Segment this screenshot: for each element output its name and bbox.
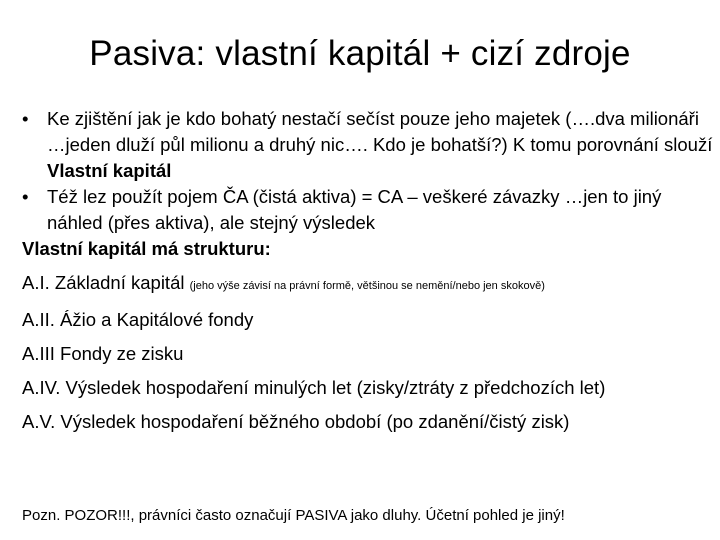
bullet-2	[22, 184, 718, 236]
bullet-1-bold: Vlastní kapitál	[47, 160, 172, 181]
bullet-1-text: Ke zjištění jak je kdo bohatý nestačí sečíst pouze jeho majetek (….dva milionáři …jeden dluží půl milionu a druhý nic…. Kdo je bohatší?) K tomu porovnání slouží	[47, 108, 713, 155]
structure-heading: Vlastní kapitál má strukturu:	[22, 238, 271, 259]
bullet-2-text: Též lez použít pojem ČA (čistá aktiva) = CA – veškeré závazky …jen to jiný náhled (přes aktiva), ale stejný výsledek	[47, 186, 662, 233]
slide-content	[22, 106, 718, 443]
structure-item-a1-note: (jeho výše závisí na právní formě, většinou se nemění/nebo jen skokově)	[189, 280, 545, 292]
structure-item-a4: A.IV. Výsledek hospodaření minulých let (zisky/ztráty z předchozích let)	[22, 377, 606, 398]
structure-item-a1	[22, 270, 718, 299]
structure-item-a3: A.III Fondy ze zisku	[22, 343, 184, 364]
structure-item-a2: A.II. Ážio a Kapitálové fondy	[22, 309, 254, 330]
bullet-dot-icon: •	[22, 108, 29, 129]
footer-note: Pozn. POZOR!!!, právníci často označují PASIVA jako dluhy. Účetní pohled je jiný!	[22, 507, 565, 524]
slide-title: Pasiva: vlastní kapitál + cizí zdroje	[89, 34, 631, 73]
structure-item-a1-label: A.I. Základní kapitál	[22, 272, 185, 293]
structure-item-a5: A.V. Výsledek hospodaření běžného období (po zdanění/čistý zisk)	[22, 411, 570, 432]
bullet-dot-icon: •	[22, 186, 29, 207]
bullet-1	[22, 106, 718, 184]
